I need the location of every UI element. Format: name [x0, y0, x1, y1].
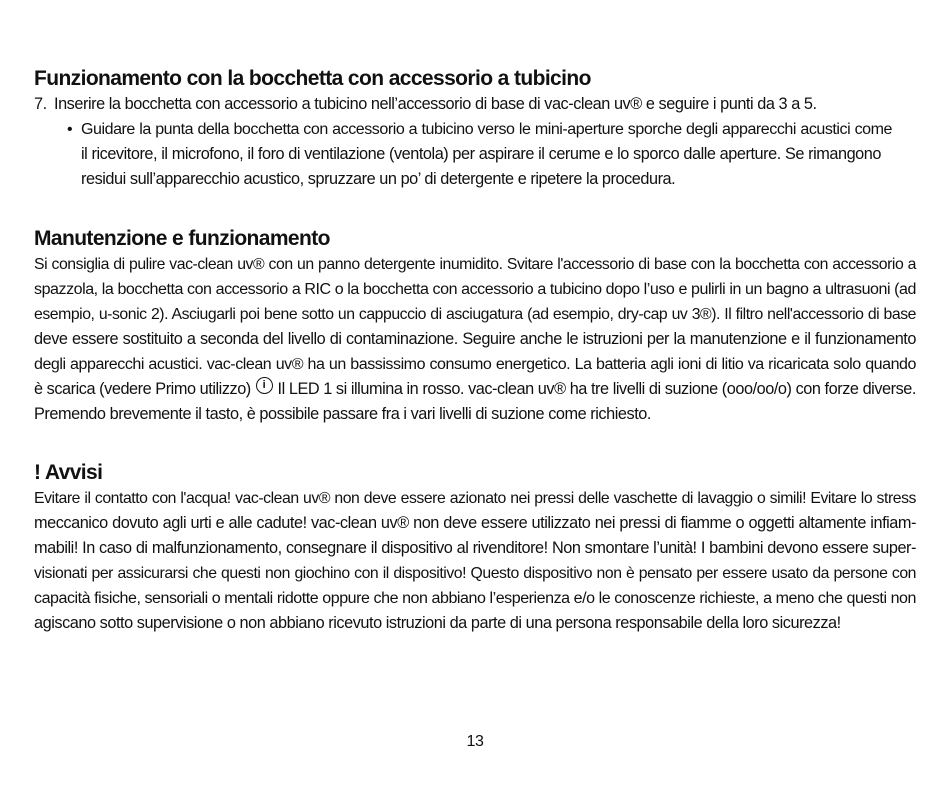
paragraph-line: spazzola, la bocchetta con accessorio a RIC o la bocchetta con accessorio a tubicino dopo l’uso e pulirli in un bagno a ultrasuoni (ad — [34, 280, 916, 298]
paragraph-line: capacità fisiche, sensoriali o mentali ridotte oppure che non abbiano l’esperienza e/o le conoscenze richieste, a meno che questi non — [34, 589, 916, 607]
section-maintenance — [34, 226, 916, 427]
paragraph-line — [34, 377, 916, 402]
section-heading: Manutenzione e funzionamento — [34, 227, 330, 250]
step-item — [34, 92, 916, 117]
page-number: 13 — [466, 733, 484, 750]
step-number: 7. — [34, 95, 47, 113]
paragraph-line: esempio, u-sonic 2). Asciugarli poi bene sotto un cappuccio di asciugatura (ad esempio, dry-cap uv 3®). Il filtro nell'accessorio di base — [34, 306, 916, 323]
paragraph-segment: è scarica (vedere Primo utilizzo) — [34, 380, 251, 398]
info-icon: i — [256, 377, 273, 394]
bullet-line: residui sull’apparecchio acustico, spruzzare un po’ di detergente e ripetere la procedura. — [81, 170, 676, 188]
paragraph-line: visionati per assicurarsi che questi non giochino con il dispositivo! Questo dispositivo non è pensato per essere usato da persone con — [34, 565, 916, 582]
paragraph-line: degli apparecchi acustici. vac-clean uv® ha un bassissimo consumo energetico. La batteria agli ioni di litio va ricaricata solo quando — [34, 355, 916, 373]
section-heading: ! Avvisi — [34, 461, 103, 484]
step-text: Inserire la bocchetta con accessorio a tubicino nell’accessorio di base di vac-clean uv® e seguire i punti da 3 a 5. — [54, 95, 817, 113]
section-usage-tube-nozzle — [34, 66, 916, 192]
bullet-line: il ricevitore, il microfono, il foro di ventilazione (ventola) per aspirare il cerume e lo sporco dalle aperture. Se rimangono — [81, 145, 881, 163]
document-page — [34, 0, 916, 788]
paragraph-line: Evitare il contatto con l'acqua! vac-clean uv® non deve essere azionato nei pressi delle vaschette di lavaggio o simili! Evitare lo stress — [34, 490, 916, 507]
paragraph-line: deve essere sostituito a seconda del livello di contaminazione. Seguire anche le istruzioni per la manutenzione e il funzionamento — [34, 330, 916, 348]
paragraph-line: Si consiglia di pulire vac-clean uv® con un panno detergente inumidito. Svitare l'accessorio di base con la bocchetta con accessorio a — [34, 256, 916, 273]
paragraph-line: mabili! In caso di malfunzionamento, consegnare il dispositivo al rivenditore! Non smontare l’unità! I bambini devono essere super- — [34, 539, 916, 557]
bullet-line: Guidare la punta della bocchetta con accessorio a tubicino verso le mini-aperture sporche degli apparecchi acustici come — [81, 120, 892, 138]
paragraph-line: meccanico dovuto agli urti e alle cadute! vac-clean uv® non deve essere utilizzato nei pressi di fiamme o oggetti altamente infiam- — [34, 514, 916, 532]
section-warnings — [34, 460, 916, 636]
paragraph-line: agiscano sotto supervisione o non abbiano ricevuto istruzioni da parte di una persona responsabile della loro sicurezza! — [34, 614, 841, 632]
paragraph-line: Premendo brevemente il tasto, è possibile passare fra i vari livelli di suzione come richiesto. — [34, 405, 651, 423]
bullet-icon: • — [67, 121, 73, 138]
section-heading: Funzionamento con la bocchetta con accessorio a tubicino — [34, 67, 591, 90]
bullet-item — [34, 117, 916, 192]
paragraph-segment: Il LED 1 si illumina in rosso. vac-clean uv® ha tre livelli di suzione (ooo/oo/o) con forze diverse. — [277, 380, 916, 398]
